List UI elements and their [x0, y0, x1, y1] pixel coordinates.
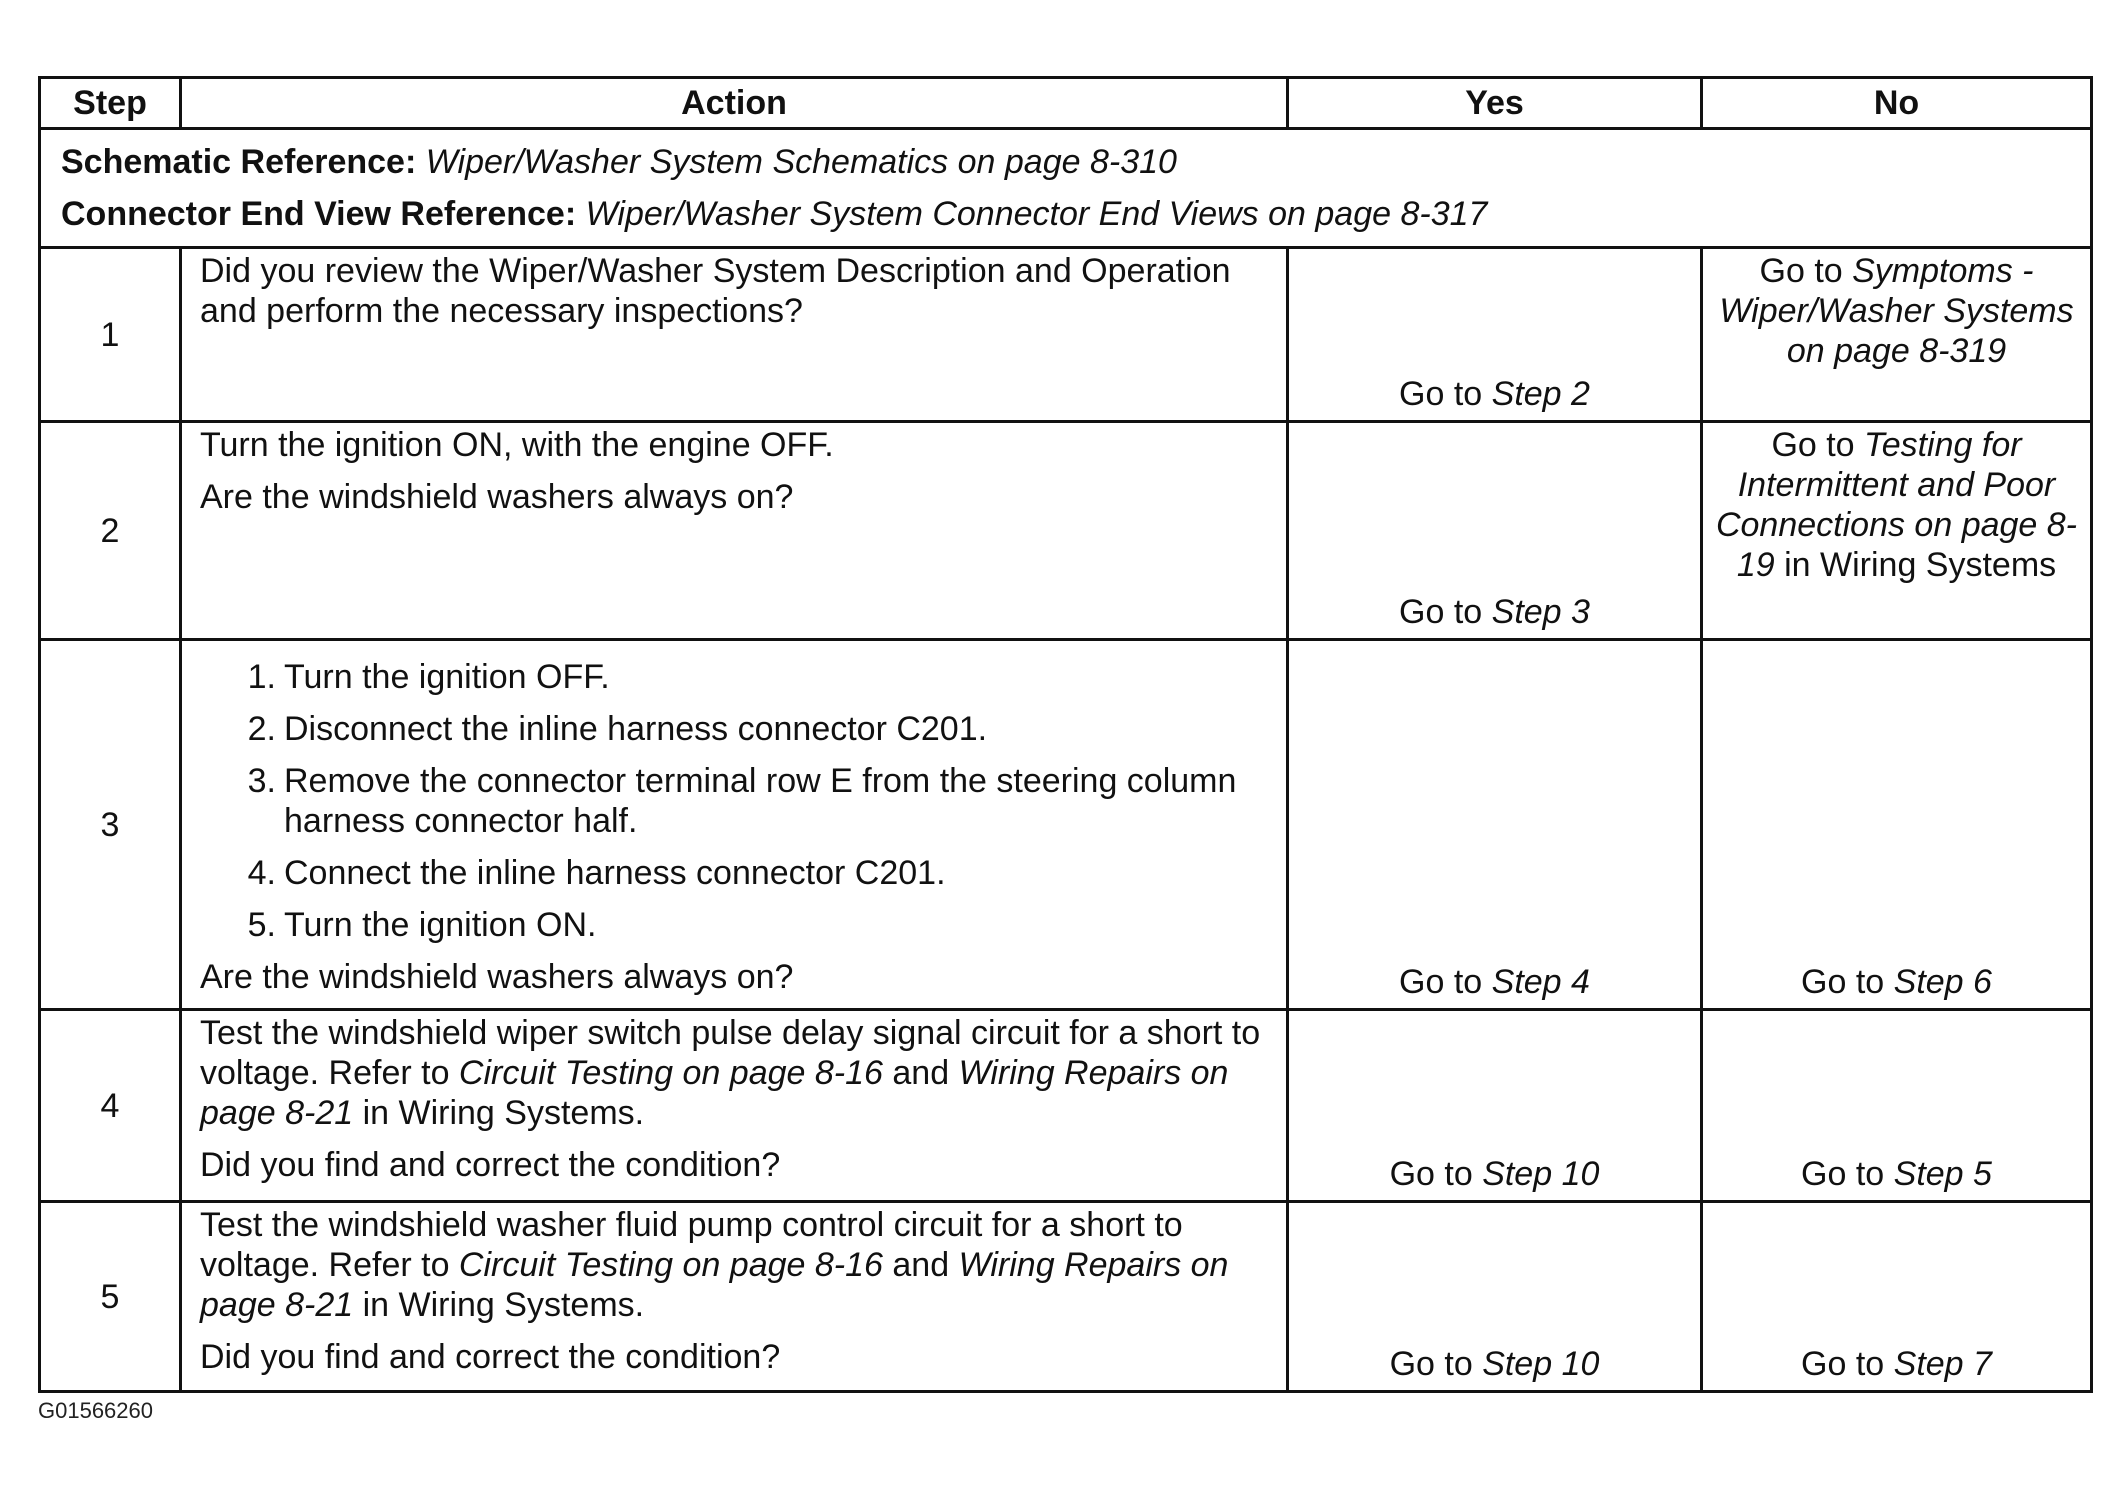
no-cell	[1702, 248, 2092, 422]
action-cell	[181, 1202, 1288, 1392]
action-text-part: and	[882, 1054, 959, 1092]
substep-number: 5.	[247, 906, 276, 944]
step-number: 5	[40, 1202, 181, 1392]
yes-step-link[interactable]: Step 10	[1482, 1345, 1600, 1383]
action-question: Are the windshield washers always on?	[200, 478, 794, 516]
action-text	[200, 1013, 1268, 1133]
wiring-repairs-link[interactable]: Wiring Repairs on page 8-21	[200, 1246, 1229, 1324]
no-cell	[1702, 422, 2092, 640]
yes-prefix: Go to	[1389, 1155, 1483, 1193]
schematic-reference-link[interactable]: Wiper/Washer System Schematics on page 8-310	[425, 143, 1177, 181]
substep-number: 3.	[247, 762, 276, 800]
no-cell	[1702, 640, 2092, 1010]
action-text: Did you review the Wiper/Washer System Description and Operation and perform the necessary inspections?	[200, 252, 1231, 330]
substep-number: 4.	[247, 854, 276, 892]
action-text	[200, 1205, 1268, 1325]
yes-prefix: Go to	[1399, 593, 1492, 631]
no-step-link[interactable]: Step 5	[1893, 1155, 1992, 1193]
action-cell	[181, 422, 1288, 640]
list-item	[240, 761, 1268, 841]
reference-row	[40, 129, 2092, 248]
yes-cell	[1288, 1202, 1702, 1392]
substep-text: Remove the connector terminal row E from the steering column harness connector half.	[284, 762, 1237, 840]
header-yes: Yes	[1288, 78, 1702, 129]
connector-reference-link[interactable]: Wiper/Washer System Connector End Views on page 8-317	[585, 195, 1488, 233]
table-row	[40, 640, 2092, 1010]
yes-prefix: Go to	[1399, 375, 1492, 413]
action-text-part: Test the windshield wiper switch pulse delay signal circuit for a short to voltage. Refer to	[200, 1014, 1261, 1092]
action-question: Did you find and correct the condition?	[200, 1338, 781, 1376]
yes-step-link[interactable]: Step 3	[1491, 593, 1590, 631]
connector-reference-label: Connector End View Reference:	[61, 195, 577, 233]
reference-cell	[40, 129, 2092, 248]
figure-id: G01566260	[38, 1398, 153, 1423]
action-cell	[181, 1010, 1288, 1202]
yes-cell	[1288, 640, 1702, 1010]
header-action: Action	[181, 78, 1288, 129]
substep-text: Connect the inline harness connector C201.	[284, 854, 946, 892]
yes-step-link[interactable]: Step 4	[1491, 963, 1590, 1001]
yes-cell	[1288, 1010, 1702, 1202]
action-text-part: Test the windshield washer fluid pump control circuit for a short to voltage. Refer to	[200, 1206, 1183, 1284]
action-text-part: in Wiring Systems.	[353, 1094, 645, 1132]
no-prefix: Go to	[1801, 963, 1894, 1001]
substep-text: Turn the ignition OFF.	[284, 658, 610, 696]
circuit-testing-link[interactable]: Circuit Testing on page 8-16	[458, 1246, 883, 1284]
no-reference-link[interactable]: Symptoms - Wiper/Washer Systems on page 8-319	[1719, 252, 2074, 370]
no-cell	[1702, 1202, 2092, 1392]
substep-text: Disconnect the inline harness connector C201.	[284, 710, 988, 748]
action-question: Are the windshield washers always on?	[200, 958, 794, 996]
substep-number: 2.	[247, 710, 276, 748]
yes-step-link[interactable]: Step 2	[1491, 375, 1590, 413]
header-no: No	[1702, 78, 2092, 129]
yes-cell	[1288, 248, 1702, 422]
action-cell	[181, 640, 1288, 1010]
step-number: 1	[40, 248, 181, 422]
list-item	[240, 905, 1268, 945]
header-step: Step	[40, 78, 181, 129]
table-row	[40, 248, 2092, 422]
table-header-row	[40, 78, 2092, 129]
schematic-reference-label: Schematic Reference:	[61, 143, 417, 181]
step-number: 4	[40, 1010, 181, 1202]
yes-prefix: Go to	[1399, 963, 1492, 1001]
yes-cell	[1288, 422, 1702, 640]
connector-reference	[61, 188, 2070, 240]
no-prefix: Go to	[1801, 1345, 1894, 1383]
substep-list	[200, 657, 1268, 945]
list-item	[240, 657, 1268, 697]
substep-text: Turn the ignition ON.	[284, 906, 597, 944]
no-prefix: Go to	[1759, 252, 1853, 290]
action-text: Turn the ignition ON, with the engine OFF.	[200, 426, 834, 464]
substep-number: 1.	[247, 658, 276, 696]
diagnostic-table	[38, 76, 2093, 1393]
schematic-reference	[61, 136, 2070, 188]
step-number: 3	[40, 640, 181, 1010]
no-prefix: Go to	[1771, 426, 1865, 464]
yes-step-link[interactable]: Step 10	[1482, 1155, 1600, 1193]
action-question: Did you find and correct the condition?	[200, 1146, 781, 1184]
no-suffix: in Wiring Systems	[1774, 546, 2057, 584]
action-cell	[181, 248, 1288, 422]
table-row	[40, 1202, 2092, 1392]
no-cell	[1702, 1010, 2092, 1202]
step-number: 2	[40, 422, 181, 640]
wiring-repairs-link[interactable]: Wiring Repairs on page 8-21	[200, 1054, 1229, 1132]
table-row	[40, 1010, 2092, 1202]
no-prefix: Go to	[1801, 1155, 1894, 1193]
list-item	[240, 853, 1268, 893]
action-text-part: in Wiring Systems.	[353, 1286, 645, 1324]
action-text-part: and	[882, 1246, 959, 1284]
list-item	[240, 709, 1268, 749]
table-row	[40, 422, 2092, 640]
circuit-testing-link[interactable]: Circuit Testing on page 8-16	[458, 1054, 883, 1092]
no-step-link[interactable]: Step 7	[1893, 1345, 1992, 1383]
no-step-link[interactable]: Step 6	[1893, 963, 1992, 1001]
no-reference-link[interactable]: Testing for Intermittent and Poor Connections on page 8-19	[1715, 426, 2078, 584]
yes-prefix: Go to	[1389, 1345, 1483, 1383]
